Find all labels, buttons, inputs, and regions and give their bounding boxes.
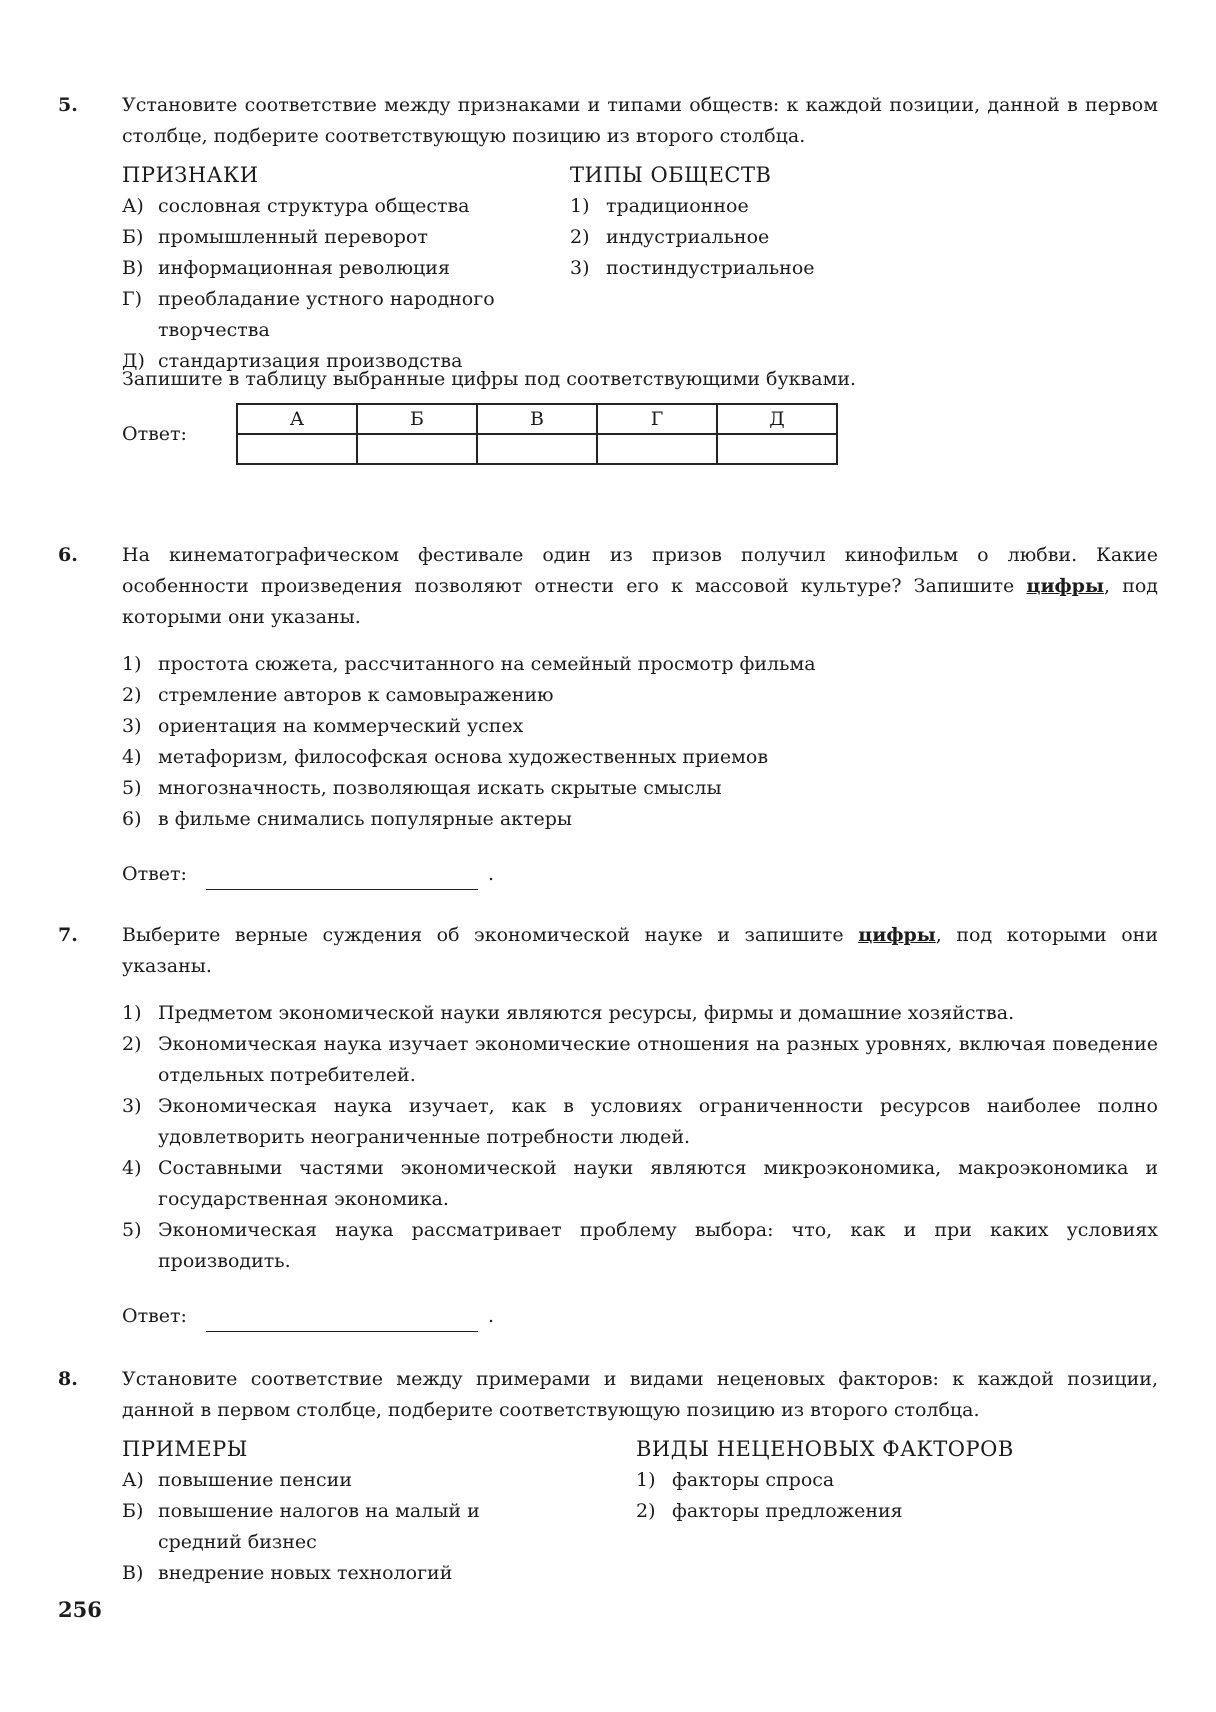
answer-label: Ответ:: [122, 422, 187, 445]
list-item: В) информационная революция: [122, 257, 450, 279]
list-item: Г) преобладание устного народного творчества: [122, 288, 495, 341]
list-item: Д) стандартизация производства: [122, 350, 463, 372]
answer-cell[interactable]: [597, 434, 717, 464]
task-intro: На кинематографическом фестивале один из призов получил кинофильм о любви. Какие особенности произведения позволяют отнести его к массовой культуре? Запишите цифры, под которыми они указаны.: [122, 544, 1158, 628]
answer-line[interactable]: [206, 867, 478, 890]
task-7: [58, 920, 1158, 1332]
table-header-cell: В: [477, 404, 597, 434]
factor-types-column: [636, 1434, 1056, 1527]
list-item: 3) постиндустриальное: [570, 257, 815, 279]
answer-cell[interactable]: [477, 434, 597, 464]
list-item: 2) индустриальное: [570, 226, 770, 248]
answer-label: Ответ:: [122, 863, 187, 885]
answer-label: Ответ:: [122, 1305, 187, 1327]
list-item: 6) в фильме снимались популярные актеры: [122, 808, 573, 830]
list-item: 4) Составными частями экономической науки являются микроэкономика, макроэкономика и государственная экономика.: [122, 1157, 1158, 1210]
list-item: 3) ориентация на коммерческий успех: [122, 715, 524, 737]
list-item: 4) метафоризм, философская основа художественных приемов: [122, 746, 769, 768]
task-number: 6.: [58, 544, 78, 566]
list-item: 3) Экономическая наука изучает, как в условиях ограниченности ресурсов наиболее полно удовлетворить неограниченные потребности людей.: [122, 1095, 1158, 1148]
table-header-cell: Б: [357, 404, 477, 434]
column-header: ТИПЫ ОБЩЕСТВ: [570, 163, 772, 187]
task-6: [58, 540, 1158, 890]
table-header-cell: Д: [717, 404, 837, 434]
task-intro: Установите соответствие между признаками и типами обществ: к каждой позиции, данной в первом столбце, подберите соответствующую позицию из второго столбца.: [122, 94, 1158, 147]
list-item: 2) Экономическая наука изучает экономические отношения на разных уровнях, включая поведение отдельных потребителей.: [122, 1033, 1158, 1086]
answer-line-row: Ответ: .: [122, 1301, 1158, 1332]
list-item: В) внедрение новых технологий: [122, 1562, 453, 1584]
task-number: 5.: [58, 94, 78, 116]
table-header-cell: Г: [597, 404, 717, 434]
answer-cell[interactable]: [357, 434, 477, 464]
list-item: 2) стремление авторов к самовыражению: [122, 684, 554, 706]
list-item: 1) простота сюжета, рассчитанного на семейный просмотр фильма: [122, 653, 816, 675]
list-item: Б) промышленный переворот: [122, 226, 428, 248]
list-item: 1) традиционное: [570, 195, 749, 217]
list-item: 1) факторы спроса: [636, 1469, 835, 1491]
answer-line[interactable]: [206, 1309, 478, 1332]
instruction: Запишите в таблицу выбранные цифры под соответствующими буквами.: [122, 368, 857, 390]
answer-cell[interactable]: [237, 434, 357, 464]
column-header: ПРИЗНАКИ: [122, 163, 259, 187]
answer-line-row: Ответ: .: [122, 859, 1158, 890]
examples-column: [122, 1434, 502, 1589]
list-item: А) сословная структура общества: [122, 195, 470, 217]
task-intro: Установите соответствие между примерами и видами неценовых факторов: к каждой позиции, данной в первом столбце, подберите соответствующую позицию из второго столбца.: [122, 1368, 1158, 1421]
task-intro: Выберите верные суждения об экономической науке и запишите цифры, под которыми они указаны.: [122, 924, 1159, 977]
table-header-cell: А: [237, 404, 357, 434]
answer-table: [236, 403, 838, 465]
types-column: [570, 160, 970, 284]
list-item: 1) Предметом экономической науки являются ресурсы, фирмы и домашние хозяйства.: [122, 1002, 1015, 1024]
task-8: [58, 1364, 1158, 1584]
list-item: 5) многозначность, позволяющая искать скрытые смыслы: [122, 777, 722, 799]
page-number: 256: [58, 1597, 102, 1622]
answer-cell[interactable]: [717, 434, 837, 464]
list-item: А) повышение пенсии: [122, 1469, 352, 1491]
list-item: Б) повышение налогов на малый и средний бизнес: [122, 1500, 480, 1553]
answer-row: [122, 403, 1158, 465]
list-item: 5) Экономическая наука рассматривает проблему выбора: что, как и при каких условиях производить.: [122, 1219, 1158, 1272]
features-column: [122, 160, 522, 377]
task-number: 7.: [58, 924, 78, 946]
task-number: 8.: [58, 1368, 78, 1390]
task-5: [58, 90, 1158, 465]
list-item: 2) факторы предложения: [636, 1500, 903, 1522]
column-header: ПРИМЕРЫ: [122, 1437, 248, 1461]
column-header: ВИДЫ НЕЦЕНОВЫХ ФАКТОРОВ: [636, 1437, 1014, 1461]
